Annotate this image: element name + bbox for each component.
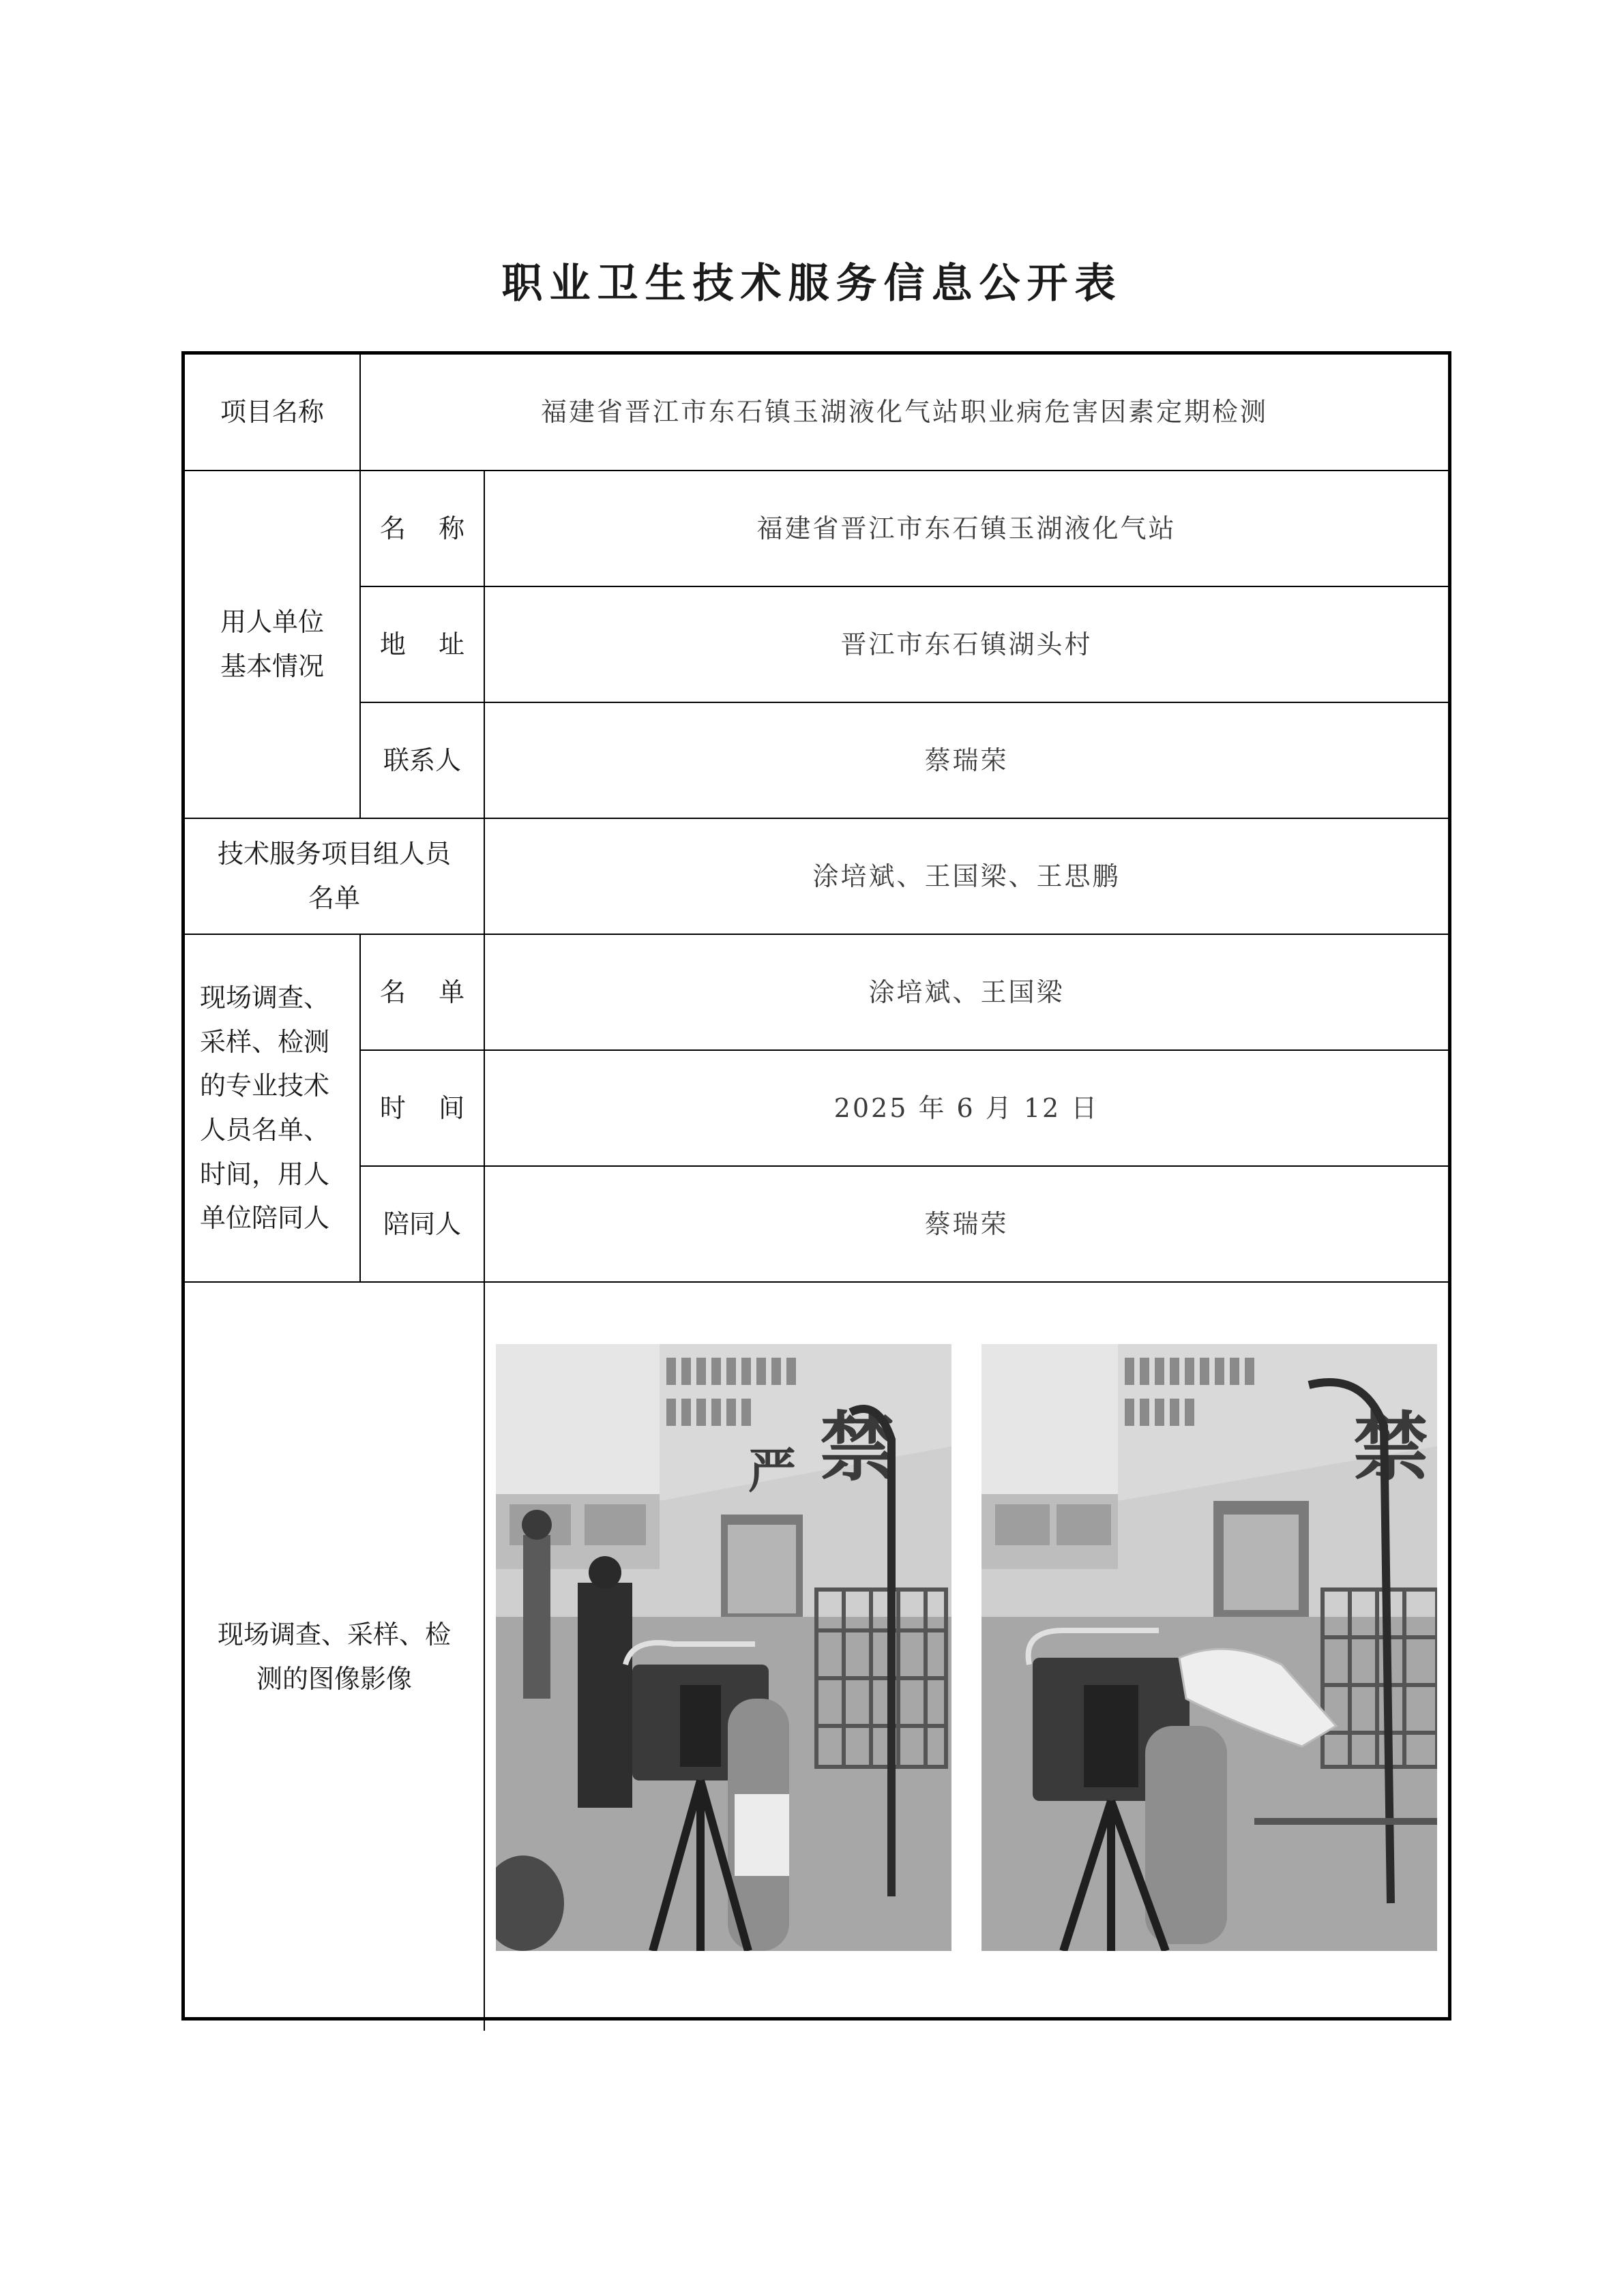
images-cell (485, 1283, 1448, 2031)
field-list-value: 涂培斌、王国梁 (485, 935, 1448, 1051)
project-name-label: 项目名称 (185, 355, 361, 471)
team-label (185, 819, 485, 935)
team-value: 涂培斌、王国梁、王思鹏 (485, 819, 1448, 935)
field-escort-value: 蔡瑞荣 (485, 1167, 1448, 1283)
field-label-line: 单位陪同人 (200, 1203, 330, 1234)
field-label-line: 现场调查、 (200, 983, 330, 1013)
employer-name-value: 福建省晋江市东石镇玉湖液化气站 (485, 471, 1448, 587)
site-photo-2-image (981, 1344, 1437, 1951)
employer-label-line2: 基本情况 (220, 651, 324, 681)
field-personnel-label (185, 935, 361, 1283)
employer-name-label: 名 称 (361, 471, 485, 587)
team-label-line2: 名单 (308, 883, 360, 913)
images-label-line2: 测的图像影像 (256, 1663, 412, 1694)
field-time-label: 时 间 (361, 1051, 485, 1167)
images-label (185, 1283, 485, 2031)
field-label-line: 人员名单、 (200, 1115, 330, 1145)
sign-text: 禁 (1353, 1404, 1428, 1491)
field-label-line: 采样、检测 (200, 1026, 330, 1057)
site-photo-1 (496, 1344, 951, 1951)
field-escort-label: 陪同人 (361, 1167, 485, 1283)
page-title: 职业卫生技术服务信息公开表 (501, 260, 1123, 308)
employer-info-label (185, 471, 361, 819)
images-label-line1: 现场调查、采样、检 (217, 1619, 451, 1650)
field-label-line: 时间，用人 (200, 1159, 330, 1189)
field-label-line: 的专业技术 (200, 1071, 330, 1101)
site-photo-1-image (496, 1344, 951, 1951)
field-time-value: 2025 年 6 月 12 日 (485, 1051, 1448, 1167)
employer-contact-value: 蔡瑞荣 (485, 703, 1448, 819)
field-list-label: 名 单 (361, 935, 485, 1051)
info-table (181, 351, 1451, 2021)
team-label-line1: 技术服务项目组人员 (217, 839, 451, 869)
employer-label-line1: 用人单位 (220, 607, 324, 638)
project-name-value: 福建省晋江市东石镇玉湖液化气站职业病危害因素定期检测 (361, 355, 1448, 471)
employer-address-value: 晋江市东石镇湖头村 (485, 587, 1448, 703)
employer-address-label: 地 址 (361, 587, 485, 703)
site-photo-2 (981, 1344, 1437, 1951)
sign-text-2: 严 (748, 1443, 796, 1499)
employer-contact-label: 联系人 (361, 703, 485, 819)
sign-text: 禁 (820, 1404, 895, 1491)
